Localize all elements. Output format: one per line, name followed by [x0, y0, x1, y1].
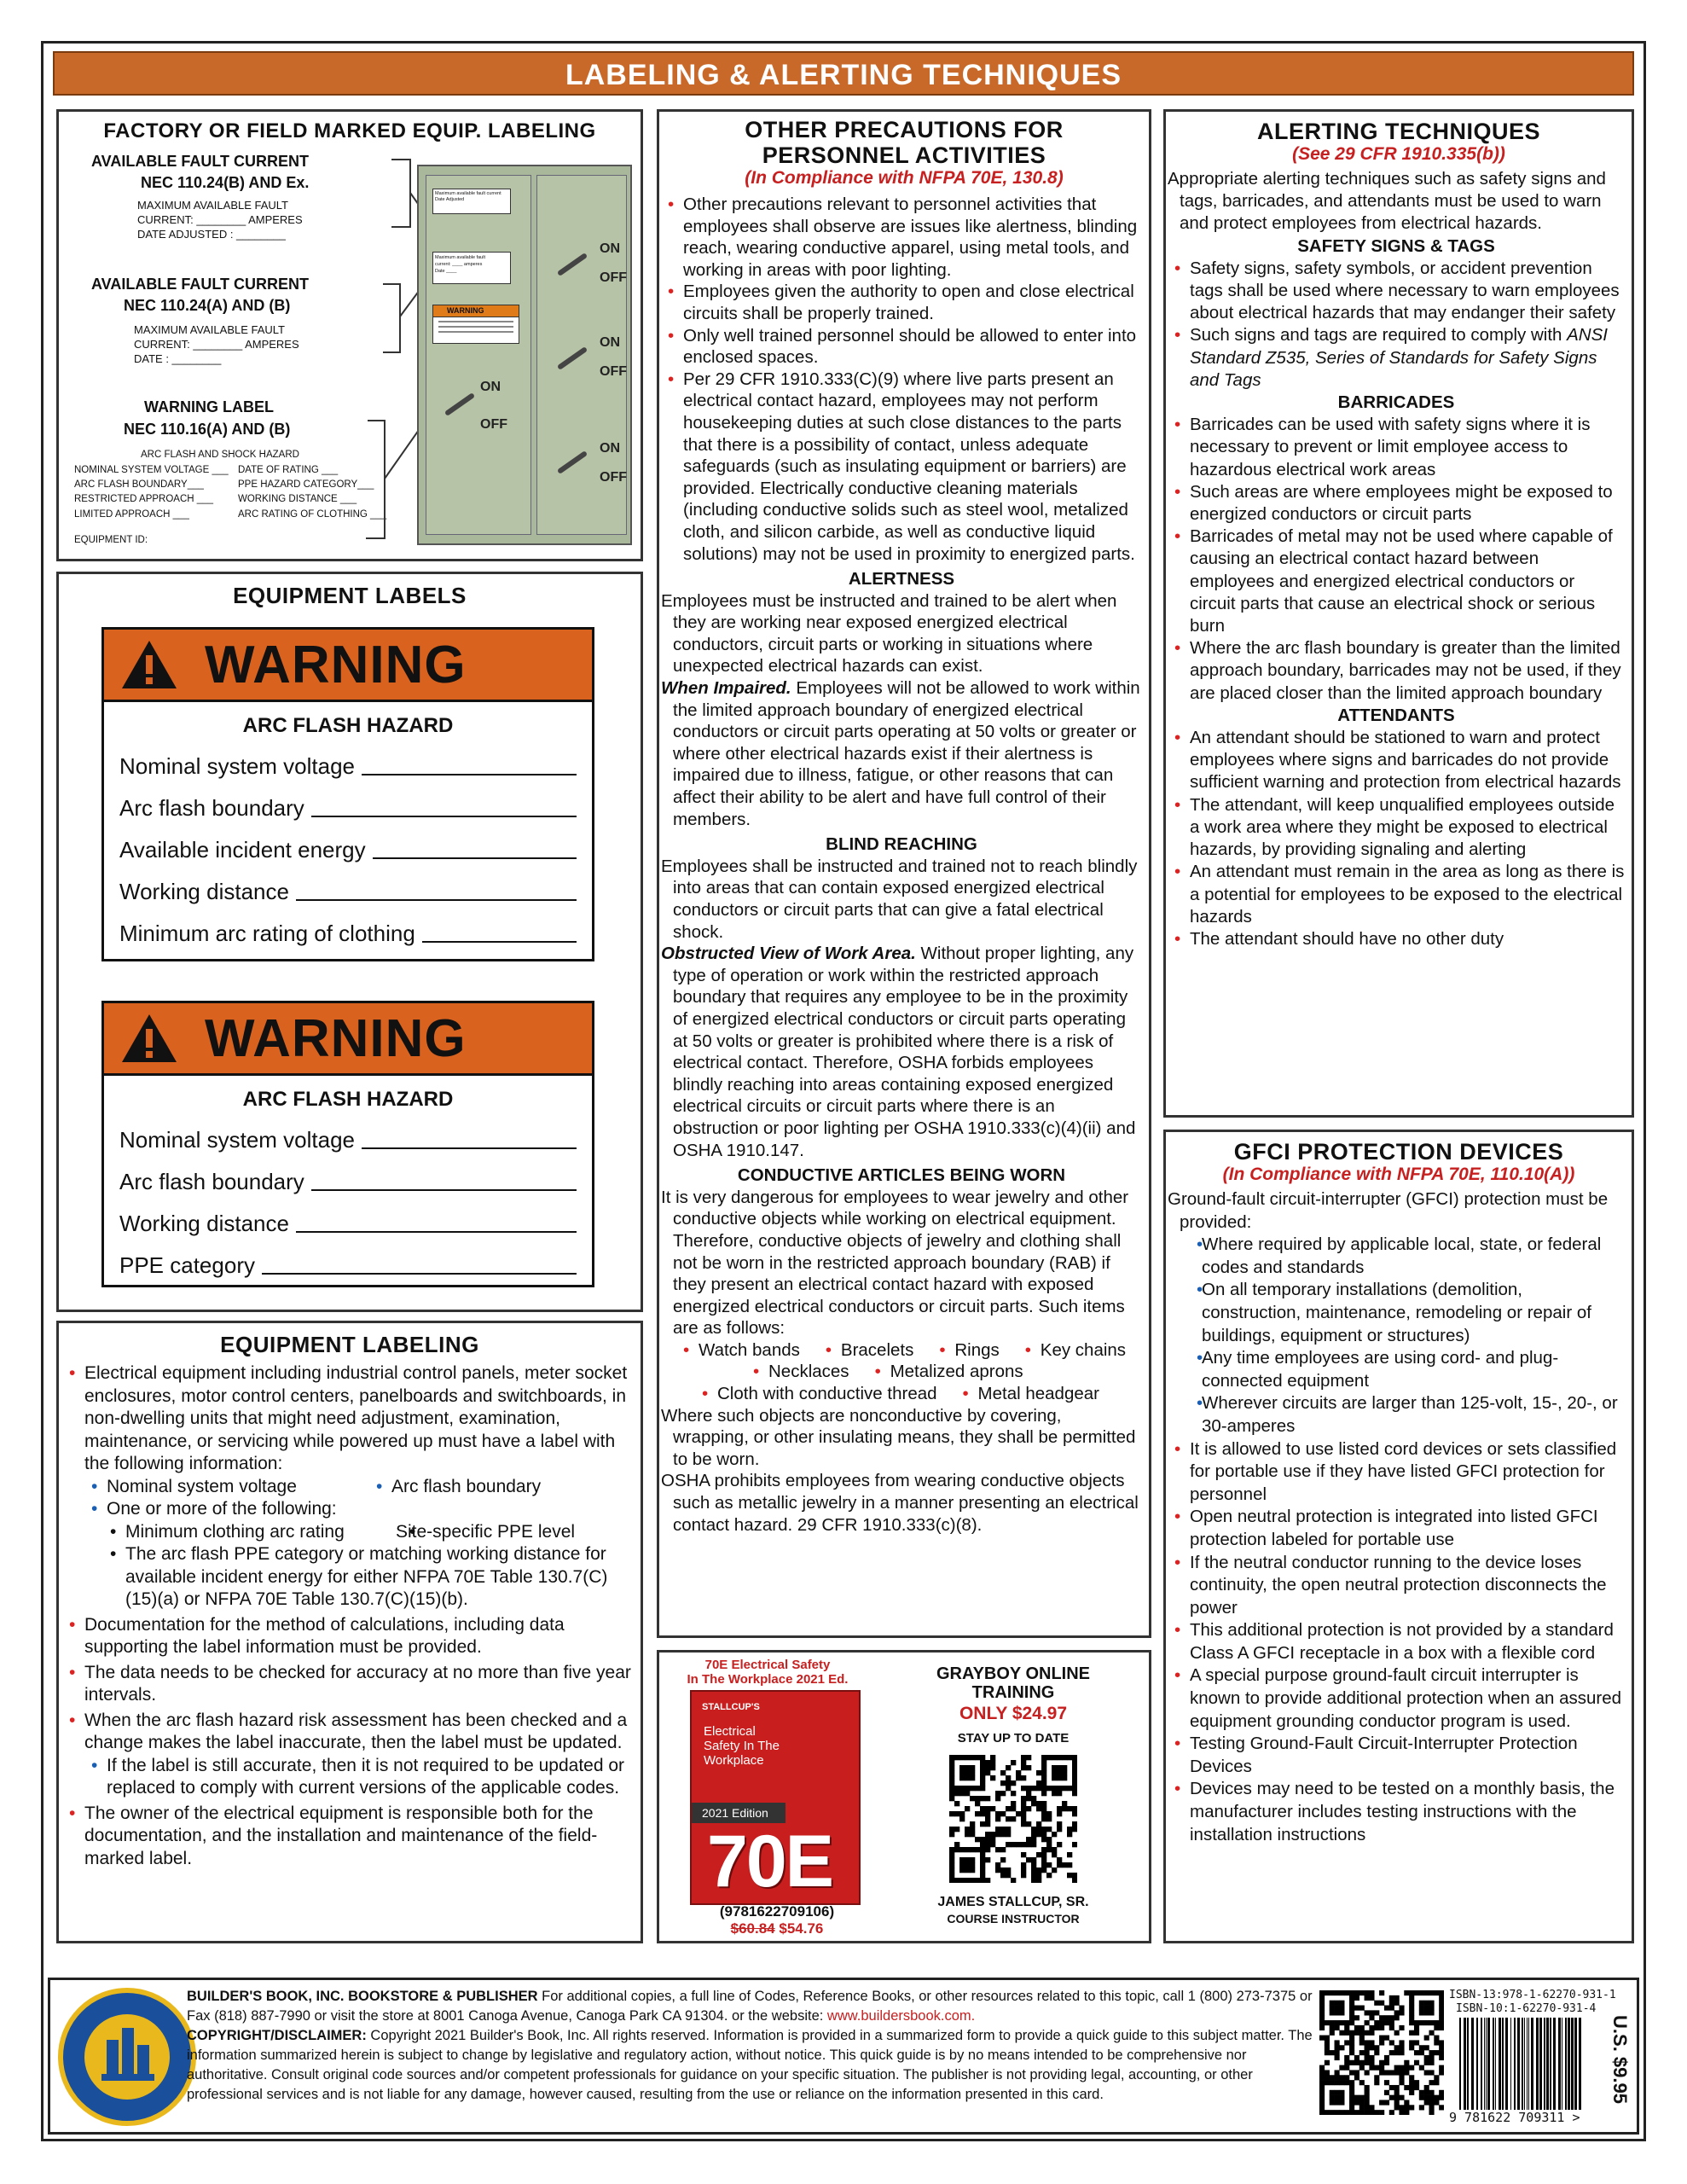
book-price-row [693, 1920, 861, 1937]
book-old-price: $60.84 [730, 1920, 775, 1937]
arc-flash-hazard-2: ARC FLASH HAZARD [242, 1088, 454, 1111]
panel-tag-1: Maximum available fault current Date Adjusted [432, 189, 511, 214]
warning-label-2 [101, 1001, 594, 1287]
precautions-panel [657, 109, 1151, 1638]
barcode-graphic [1458, 2018, 1584, 2110]
book-brand: STALLCUP'S [702, 1702, 760, 1712]
label1-field: Arc flash boundary [119, 795, 592, 822]
afc1-line3: DATE ADJUSTED : ________ [137, 228, 286, 241]
wl-equipment-id: EQUIPMENT ID: [74, 535, 148, 545]
equipment-labeling-title: EQUIPMENT LABELING [220, 1332, 479, 1357]
book-cover-title: Electrical Safety In The Workplace [704, 1724, 780, 1768]
equipment-labeling-body: • Electrical equipment including industrial control panels, meter socket enclosures, motor control centers, panelboards and switchboards, in non-dwelling units that might need adjustment, examination, maintenance, or servicing while powered up must have a label with the following information: • Nominal system voltage • Arc flash boundary • One or more of the following: • Minimum clothing arc rating • Site-specific PPE level • The arc flash PPE category or matching working distance for available incident energy for either NFPA 70E Table 130.7(C)(15)(a) or NFPA 70E Table 130.7(C)(15)(b). • Documentation for the method of calculations, including data supporting the label information must be provided. • The data needs to be checked for accuracy at no more than five year intervals. • When the arc flash hazard risk assessment has been checked and a change makes the label inaccurate, then the label must be updated. • If the label is still accurate, then it is not required to be updated or replaced to comply with current versions of the applicable codes. • The owner of the electrical equipment is responsible both for the documentation, and the installation and maintenance of the field-marked label. [59, 1357, 641, 1870]
warning-label-heading: WARNING LABEL [144, 398, 274, 415]
alerting-subtitle: (See 29 CFR 1910.335(b)) [1292, 144, 1505, 164]
wl-b3: WORKING DISTANCE ___ [238, 494, 357, 504]
book-edition: 2021 Edition [692, 1803, 786, 1823]
precautions-title-1: OTHER PRECAUTIONS FOR [745, 117, 1064, 142]
isbn-10: ISBN-10:1-62270-931-4 [1456, 2002, 1597, 2015]
safety-signs-heading: SAFETY SIGNS & TAGS [1297, 235, 1495, 256]
panel-off-label-r2: OFF [600, 364, 627, 379]
page-banner: LABELING & ALERTING TECHNIQUES [53, 51, 1634, 96]
jewelry-list: • Watch bands • Bracelets • Rings • Key chains [661, 1339, 1142, 1362]
warning-bar-2 [104, 1003, 592, 1076]
qr-code-graphic [1319, 1990, 1444, 2115]
afc1-code: NEC 110.24(B) AND Ex. [141, 174, 310, 191]
book-cover [690, 1690, 861, 1905]
label2-field: Working distance [119, 1211, 592, 1237]
wl-a2: ARC FLASH BOUNDARY___ [74, 479, 204, 490]
publisher-logo [57, 1987, 197, 2127]
training-qr-code [949, 1755, 1077, 1883]
label2-field: Arc flash boundary [119, 1169, 592, 1195]
label2-field: PPE category [119, 1252, 592, 1279]
equipment-labeling-panel [56, 1321, 643, 1943]
wl-a1: NOMINAL SYSTEM VOLTAGE ___ [74, 465, 229, 475]
arc-flash-hazard-1: ARC FLASH HAZARD [242, 714, 454, 737]
publisher-logo-icon [57, 1987, 197, 2127]
afc1-line2: CURRENT: ________ AMPERES [137, 213, 303, 226]
precautions-subtitle: (In Compliance with NFPA 70E, 130.8) [745, 168, 1064, 188]
afc2-line1: MAXIMUM AVAILABLE FAULT [134, 323, 285, 336]
precautions-body: • Other precautions relevant to personnel activities that employees shall observe are issues like alertness, blinding reach, wearing conductive apparel, using metal tools, and working in areas with poor lighting. • Employees given the authority to open and close electrical circuits shall be properly trained. • Only well trained personnel should be allowed to enter into enclosed spaces. • Per 29 CFR 1910.333(C)(9) where live parts present an electrical contact hazard, employees may not perform housekeeping duties at such close distances to the parts that there is a possibility of contact, unless adequate safeguards (such as insulating equipment or barriers) are provided. Electrically conductive cleaning materials (including conductive solids such as steel wool, metalized cloth, and silicon carbide, as well as conductive liquid solutions) may not be used in proximity to energized parts. ALERTNESS Employees must be instructed and trained to be alert when they are working near exposed energized electrical conductors, circuit parts or working in situations where unexpected electrical hazards can exist. When Impaired. Employees will not be allowed to work within the limited approach boundary of energized electrical conductors or circuit parts operating at 50 volts or greater or where other electrical hazards exist if their alertness is impaired due to illness, fatigue, or other reasons that can affect their ability to be alert and have full control of their members. BLIND REACHING Employees shall be instructed and trained not to reach blindly into areas that can contain exposed energized electrical conductors or circuit parts that can give a fatal electrical shock. Obstructed View of Work Area. Without proper lighting, any type of operation or work within the restricted approach boundary that requires any employee to be in the proximity of energized electrical conductors or circuit parts operating at 50 volts or greater is prohibited where there is a risk of electrical contact. Therefore, OSHA forbids employees blindly reaching into areas containing exposed energized electrical circuits or circuit parts where there is an obstruction or poor lighting per OSHA 1910.333(c)(4)(ii) and OSHA 1910.147. CONDUCTIVE ARTICLES BEING WORN It is very dangerous for employees to wear jewelry and other conductive objects while working on electrical equipment. Therefore, conductive objects of jewelry and clothing shall not be worn in the restricted approach boundary (RAB) if they present an electrical contact hazard with exposed energized electrical conductors or circuit parts. Such items are as follows: • Watch bands • Bracelets • Rings • Key chains • Necklaces • Metalized aprons • Cloth with conductive thread • Metal headgear Where such objects are nonconductive by covering, wrapping, or other insulating means, they shall be permitted to be worn. OSHA prohibits employees from wearing conductive objects such as metallic jewelry in a manner presenting an electrical contact hazard. 29 CFR 1910.333(c)(8). [659, 189, 1149, 1536]
panel-off-label-r1: OFF [600, 270, 627, 285]
alertness-heading: ALERTNESS [848, 569, 955, 590]
warning-triangle-icon [119, 638, 179, 691]
barcode-number: 9 781622 709311 > [1449, 2110, 1580, 2125]
training-stay: STAY UP TO DATE [957, 1731, 1070, 1745]
wl-b2: PPE HAZARD CATEGORY___ [238, 479, 374, 490]
warning-label-code: NEC 110.16(A) AND (B) [124, 421, 291, 438]
retail-price: U.S. $9.95 [1609, 2015, 1631, 2104]
factory-labeling-title: FACTORY OR FIELD MARKED EQUIP. LABELING [103, 119, 596, 142]
afc2-line3: DATE : ________ [134, 352, 222, 365]
afc2-line2: CURRENT: ________ AMPERES [134, 338, 299, 351]
website-link[interactable]: www.buildersbook.com. [826, 2008, 976, 2024]
conductive-articles-heading: CONDUCTIVE ARTICLES BEING WORN [737, 1165, 1066, 1186]
afc1-heading: AVAILABLE FAULT CURRENT [91, 153, 309, 170]
gfci-body: Ground-fault circuit-interrupter (GFCI) protection must be provided: • Where required by applicable local, state, or federal codes and standards • On all temporary installations (demolition, construction, maintenance, remodeling or repair of buildings, equipment or structures) • Any time employees are using cord- and plug-connected equipment • Wherever circuits are larger than 125-volt, 15-, 20-, or 30-amperes • It is allowed to use listed cord devices or sets classified for portable use if they have listed GFCI protection for personnel • Open neutral protection is integrated into listed GFCI protection labeled for portable use • If the neutral conductor running to the device loses continuity, the open neutral protection disconnects the power • This additional protection is not provided by a standard Class A GFCI receptacle in a box with a flexible cord • A special purpose ground-fault circuit interrupter is known to provide additional protection when an assured equipment grounding conductor program is used. • Testing Ground-Fault Circuit-Interrupter Protection Devices • Devices may need to be tested on a monthly basis, the manufacturer includes testing instructions with the installation instructions [1166, 1185, 1632, 1846]
equipment-labels-title: EQUIPMENT LABELS [233, 583, 467, 608]
panel-off-label-r3: OFF [600, 470, 627, 485]
warning-bar-1 [104, 630, 592, 702]
book-isbn: (9781622709106) [719, 1903, 835, 1920]
gfci-title: GFCI PROTECTION DEVICES [1233, 1139, 1564, 1165]
training-price: ONLY $24.97 [959, 1704, 1068, 1723]
alerting-panel [1163, 109, 1634, 1118]
afc1-line1: MAXIMUM AVAILABLE FAULT [137, 199, 288, 212]
attendants-heading: ATTENDANTS [1337, 705, 1455, 725]
panel-tag-2: Maximum available fault current: ____ amperes Date ____ [432, 252, 511, 284]
warning-triangle-icon [119, 1012, 179, 1065]
panel-off-label: OFF [480, 417, 507, 432]
qr-code-graphic [949, 1755, 1077, 1883]
warning-heading-2: WARNING [205, 1008, 467, 1068]
wl-a3: RESTRICTED APPROACH ___ [74, 494, 213, 504]
panel-left-cabinet [426, 175, 531, 535]
warning-heading-1: WARNING [205, 635, 467, 694]
barcode [1458, 2018, 1584, 2110]
blind-reaching-heading: BLIND REACHING [826, 834, 977, 855]
gfci-panel [1163, 1130, 1634, 1943]
book-ad-title: 70E Electrical Safety In The Workplace 2021 Ed. [687, 1658, 849, 1687]
instructor-role: COURSE INSTRUCTOR [947, 1912, 1080, 1926]
equipment-labels-panel [56, 572, 643, 1312]
footer-qr-code [1319, 1990, 1444, 2115]
wl-line0: ARC FLASH AND SHOCK HAZARD [141, 450, 299, 460]
instructor-name: JAMES STALLCUP, SR. [937, 1895, 1089, 1909]
training-title: GRAYBOY ONLINE TRAINING [936, 1664, 1091, 1702]
footer-text: BUILDER'S BOOK, INC. BOOKSTORE & PUBLISHER For additional copies, a full line of Codes, Reference Books, or other resources related to this topic, call 1 (800) 273-7375 or Fax (818) 887-7990 or visit the store at 8001 Canoga Avenue, Canoga Park CA 91304. or the website: www.buildersbook.com. COPYRIGHT/DISCLAIMER: Copyright 2021 Builder's Book, Inc. All rights reserved. Information is provided in a summarized form to provide a quick guide to this subject matter. The information summarized herein is subject to change by legislative and regulatory action, without notice. This quick guide is by no means intended to be comprehensive nor authoritative. Consult original code sources and/or competent professionals for guidance on your specific situation. The publisher is not providing legal, accounting, or other professional services and is not liable for any damage, however caused, resulting from the use or reliance on the information presented in this card. [187, 1989, 1313, 2102]
barricades-heading: BARRICADES [1337, 392, 1455, 413]
label1-field: Working distance [119, 879, 592, 905]
panel-on-label-r2: ON [600, 335, 620, 350]
wl-b1: DATE OF RATING ___ [238, 465, 339, 475]
panel-on-label-r3: ON [600, 441, 620, 456]
afc2-heading: AVAILABLE FAULT CURRENT [91, 276, 309, 293]
book-big-title: 70E [707, 1821, 833, 1902]
book-price: $54.76 [779, 1920, 824, 1937]
isbn-13: ISBN-13:978-1-62270-931-1 [1449, 1989, 1616, 2001]
book-ad-panel [657, 1650, 1151, 1943]
label1-field: Available incident energy [119, 837, 592, 863]
factory-labeling-panel [56, 109, 643, 561]
panel-warning-tag: WARNING [432, 305, 519, 344]
panel-on-label: ON [480, 380, 501, 394]
electrical-panel-illustration [417, 165, 632, 545]
label1-field: Minimum arc rating of clothing [119, 921, 592, 947]
precautions-title-2: PERSONNEL ACTIVITIES [762, 142, 1046, 168]
alerting-body: Appropriate alerting techniques such as safety signs and tags, barricades, and attendants must be used to warn and protect employees from electrical hazards. SAFETY SIGNS & TAGS • Safety signs, safety symbols, or accident prevention tags shall be used where necessary to warn employees about electrical hazards that may endanger their safety • Such signs and tags are required to comply with ANSI Standard Z535, Series of Standards for Safety Signs and Tags BARRICADES • Barricades can be used with safety signs where it is necessary to prevent or limit employee access to hazardous electrical work areas • Such areas are where employees might be exposed to energized conductors or circuit parts • Barricades of metal may not be used where capable of causing an electrical contact hazard between employees and energized electrical conductors or circuit parts that cause an electrical shock or serious burn • Where the arc flash boundary is greater than the limited approach boundary, barricades may not be used, if they are placed closer than the limited approach boundary ATTENDANTS • An attendant should be stationed to warn and protect employees where signs and barricades do not provide sufficient warning and protection from electrical hazards • The attendant, will keep unqualified employees outside a work area where they might be exposed to electrical hazards, by providing signaling and alerting • An attendant must remain in the area as long as there is a potential for employees to be exposed to the electrical hazards • The attendant should have no other duty [1166, 165, 1632, 950]
panel-on-label-r1: ON [600, 241, 620, 256]
wl-a4: LIMITED APPROACH ___ [74, 509, 189, 520]
alerting-title: ALERTING TECHNIQUES [1256, 119, 1540, 144]
warning-label-1 [101, 627, 594, 961]
label2-field: Nominal system voltage [119, 1127, 592, 1153]
label1-field: Nominal system voltage [119, 753, 592, 780]
gfci-subtitle: (In Compliance with NFPA 70E, 110.10(A)) [1222, 1165, 1575, 1184]
footer [48, 1978, 1639, 2135]
afc2-code: NEC 110.24(A) AND (B) [124, 297, 291, 314]
wl-b4: ARC RATING OF CLOTHING ___ [238, 509, 387, 520]
